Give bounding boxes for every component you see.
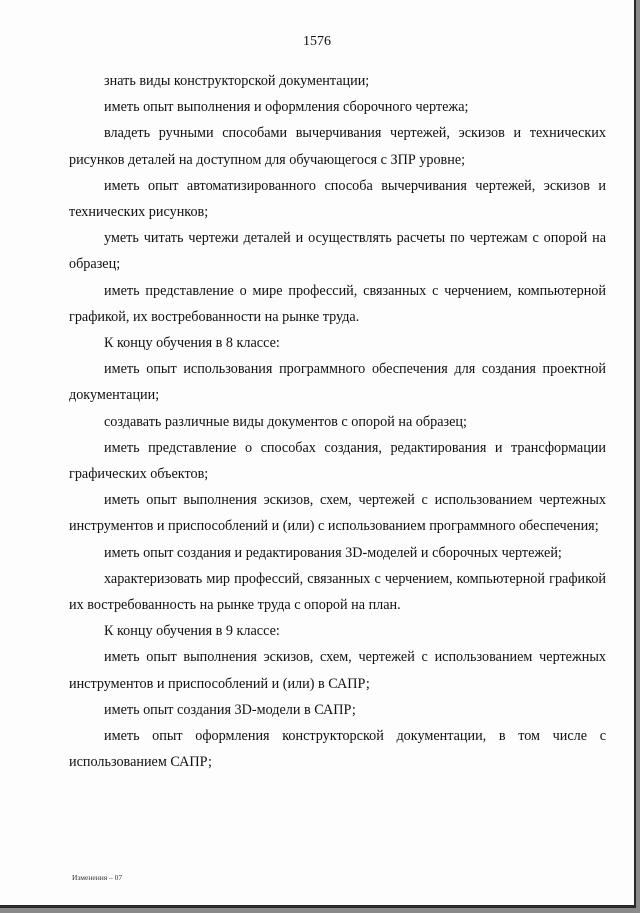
section-heading-grade-9: К концу обучения в 9 классе: — [104, 623, 280, 640]
paragraph: иметь опыт создания и редактирования 3D-моделей и сборочных чертежей; — [104, 544, 562, 561]
paragraph: знать виды конструкторской документации; — [104, 73, 370, 89]
paragraph: иметь опыт выполнения эскизов, схем, чертежей с использованием чертежных инструментов и приспособлений и (или) с использованием программного обеспечения; — [69, 492, 606, 535]
paragraph: иметь опыт выполнения эскизов, схем, чертежей с использованием чертежных инструментов и приспособлений и (или) в САПР; — [69, 649, 606, 692]
paragraph: иметь опыт оформления конструкторской документации, в том числе с использованием САПР; — [69, 728, 606, 771]
footer-note: Изменения – 07 — [72, 873, 123, 882]
document-body — [69, 68, 606, 775]
paragraph: иметь представление о мире профессий, связанных с черчением, компьютерной графикой, их востребованности на рынке труда. — [69, 282, 606, 325]
paragraph: уметь читать чертежи деталей и осуществлять расчеты по чертежам с опорой на образец; — [69, 230, 606, 273]
paragraph: иметь опыт создания 3D-модели в САПР; — [104, 701, 356, 718]
paragraph: иметь опыт автоматизированного способа вычерчивания чертежей, эскизов и технических рисунков; — [69, 177, 606, 221]
paragraph: иметь опыт использования программного обеспечения для создания проектной документации; — [69, 361, 606, 404]
paragraph: создавать различные виды документов с опорой на образец; — [104, 413, 467, 430]
paragraph: характеризовать мир профессий, связанных с черчением, компьютерной графикой их востребованность на рынке труда с опорой на план. — [69, 570, 606, 614]
paragraph: иметь представление о способах создания, редактирования и трансформации графических объектов; — [69, 439, 606, 483]
paragraph: владеть ручными способами вычерчивания чертежей, эскизов и технических рисунков деталей на доступном для обучающегося с ЗПР уровне; — [69, 125, 606, 168]
page-number: 1576 — [303, 34, 331, 49]
paragraph: иметь опыт выполнения и оформления сборочного чертежа; — [104, 99, 469, 116]
section-heading-grade-8: К концу обучения в 8 классе: — [104, 335, 280, 352]
